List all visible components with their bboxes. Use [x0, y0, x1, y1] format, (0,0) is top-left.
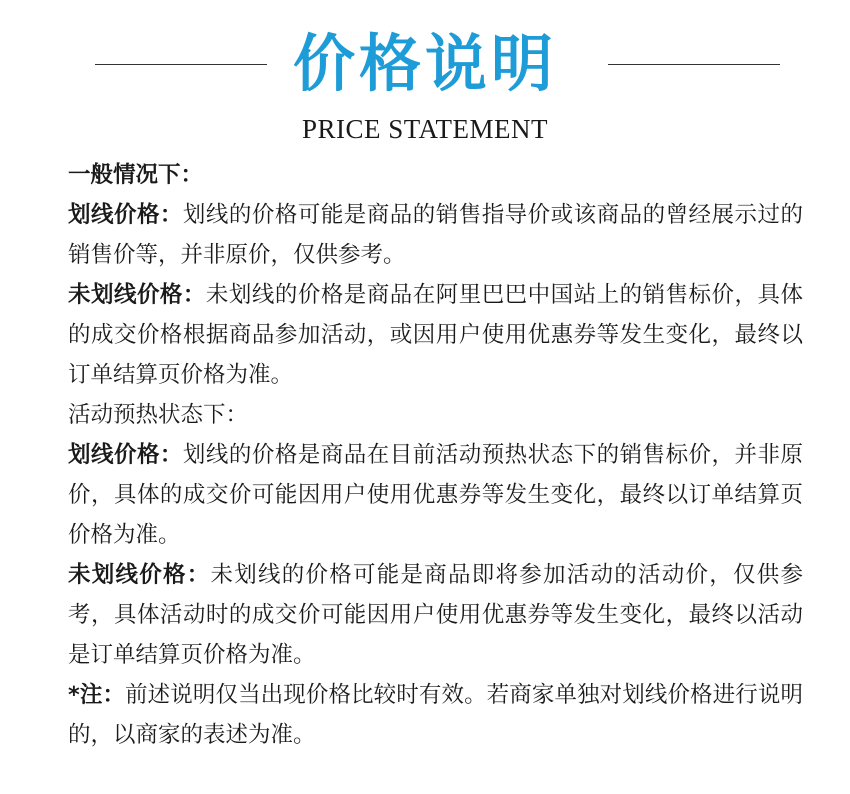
- preheat-strikethrough-price-label: 划线价格：: [68, 442, 183, 468]
- normal-conditions-heading: 一般情况下：: [68, 162, 204, 188]
- note-label: *注：: [68, 682, 126, 708]
- title-divider-right: [608, 64, 780, 65]
- page-title: 价格说明: [292, 27, 557, 100]
- note-description: 前述说明仅当出现价格比较时有效。若商家单独对划线价格进行说明的，以商家的表述为准。: [68, 682, 803, 748]
- note-paragraph: [68, 675, 803, 755]
- header: [0, 0, 850, 150]
- strikethrough-price-description: 划线的价格可能是商品的销售指导价或该商品的曾经展示过的销售价等，并非原价，仅供参考。: [68, 202, 803, 268]
- preheat-regular-price-description: 未划线的价格可能是商品即将参加活动的活动价，仅供参考，具体活动时的成交价可能因用户使用优惠券等发生变化，最终以活动是订单结算页价格为准。: [68, 562, 803, 668]
- preheat-regular-price-paragraph: [68, 555, 803, 675]
- preheat-regular-price-label: 未划线价格：: [68, 562, 211, 588]
- preheat-strikethrough-price-description: 划线的价格是商品在目前活动预热状态下的销售标价，并非原价，具体的成交价可能因用户使用优惠券等发生变化，最终以订单结算页价格为准。: [68, 442, 803, 548]
- page-subtitle: PRICE STATEMENT: [301, 114, 549, 144]
- normal-regular-price-paragraph: [68, 275, 803, 395]
- regular-price-description: 未划线的价格是商品在阿里巴巴中国站上的销售标价，具体的成交价格根据商品参加活动，或因用户使用优惠券等发生变化，最终以订单结算页价格为准。: [68, 282, 803, 388]
- preheat-strikethrough-price-paragraph: [68, 435, 803, 555]
- strikethrough-price-label: 划线价格：: [68, 202, 183, 228]
- preheat-conditions-heading: 活动预热状态下：: [68, 402, 249, 428]
- normal-strikethrough-price-paragraph: [68, 195, 803, 275]
- regular-price-label: 未划线价格：: [68, 282, 206, 308]
- price-statement-body: [68, 155, 803, 755]
